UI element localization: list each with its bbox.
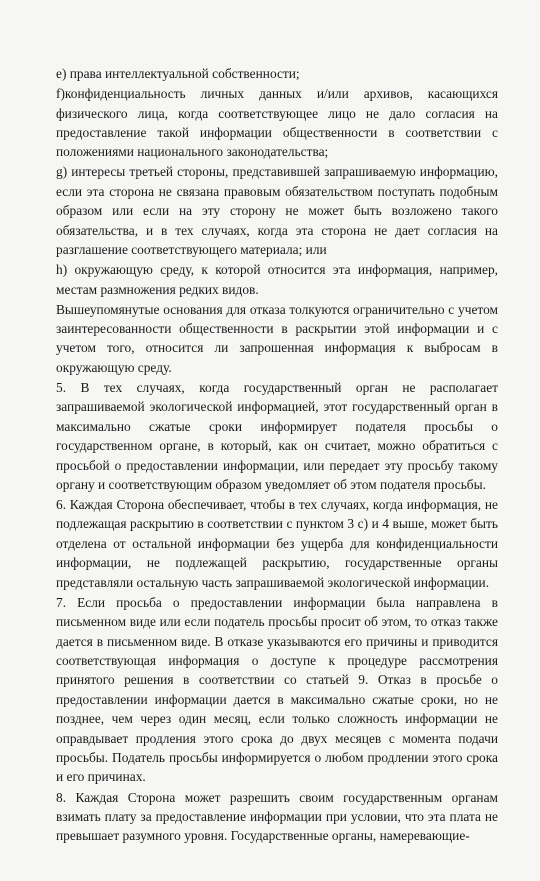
paragraph-5: 5. В тех случаях, когда государственный орган не располагает запрашиваемой экологической информацией, этот государственный орган в максимально сжатые сроки информирует подателя просьбы о государственном органе, в который, как он считает, можно обратиться с просьбой о предоставлении информации, или передает эту просьбу такому органу и соответствующим образом уведомляет об этом подателя просьбы. (56, 379, 498, 492)
document-page (56, 64, 498, 846)
paragraph-g: g) интересы третьей стороны, представившей запрашиваемую информацию, если эта сторона не связана правовым обязательством поступать подобным образом или если на эту сторону не может быть возложено такого обязательства, и в тех случаях, когда эта сторона не дает согласия на разглашение соответствующего материала; или (56, 164, 498, 258)
paragraph-8: 8. Каждая Сторона может разрешить своим государственным органам взимать плату за предоставление информации при условии, что эта плата не превышает разумного уровня. Государственные органы, намеревающие- (56, 789, 498, 844)
paragraph-f: f)конфиденциальность личных данных и/или архивов, касающихся физического лица, когда соответствующее лицо не дало согласия на предоставление такой информации общественности в соответствии с положениями национального законодательства; (56, 86, 498, 160)
paragraph-restrictive-interpretation: Вышеупомянутые основания для отказа толкуются ограничительно с учетом заинтересованности общественности в раскрытии этой информации и с учетом того, относится ли запрошенная информация к выбросам в окружающую среду. (56, 301, 498, 375)
paragraph-h: h) окружающую среду, к которой относится эта информация, например, местам размножения редких видов. (56, 262, 498, 297)
paragraph-7: 7. Если просьба о предоставлении информации была направлена в письменном виде или если податель просьбы просит об этом, то отказ также дается в письменном виде. В отказе указываются его причины и приводится соответствующая информация о доступе к процедуре рассмотрения принятого решения в соответствии со статьей 9. Отказ в просьбе о предоставлении информации дается в максимально сжатые сроки, но не позднее, чем через один месяц, если только сложность информации не оправдывает продления этого срока до двух месяцев с момента подачи просьбы. Податель просьбы информируется о любом продлении этого срока и его причинах. (56, 594, 498, 785)
paragraph-e: е) права интеллектуальной собственности; (56, 66, 300, 81)
paragraph-6: 6. Каждая Сторона обеспечивает, чтобы в тех случаях, когда информация, не подлежащая раскрытию в соответствии с пунктом 3 с) и 4 выше, может быть отделена от остальной информации без ущерба для конфиденциальности информации, не подлежащей раскрытию, государственные органы представляли остальную часть запрашиваемой экологической информации. (56, 497, 498, 590)
